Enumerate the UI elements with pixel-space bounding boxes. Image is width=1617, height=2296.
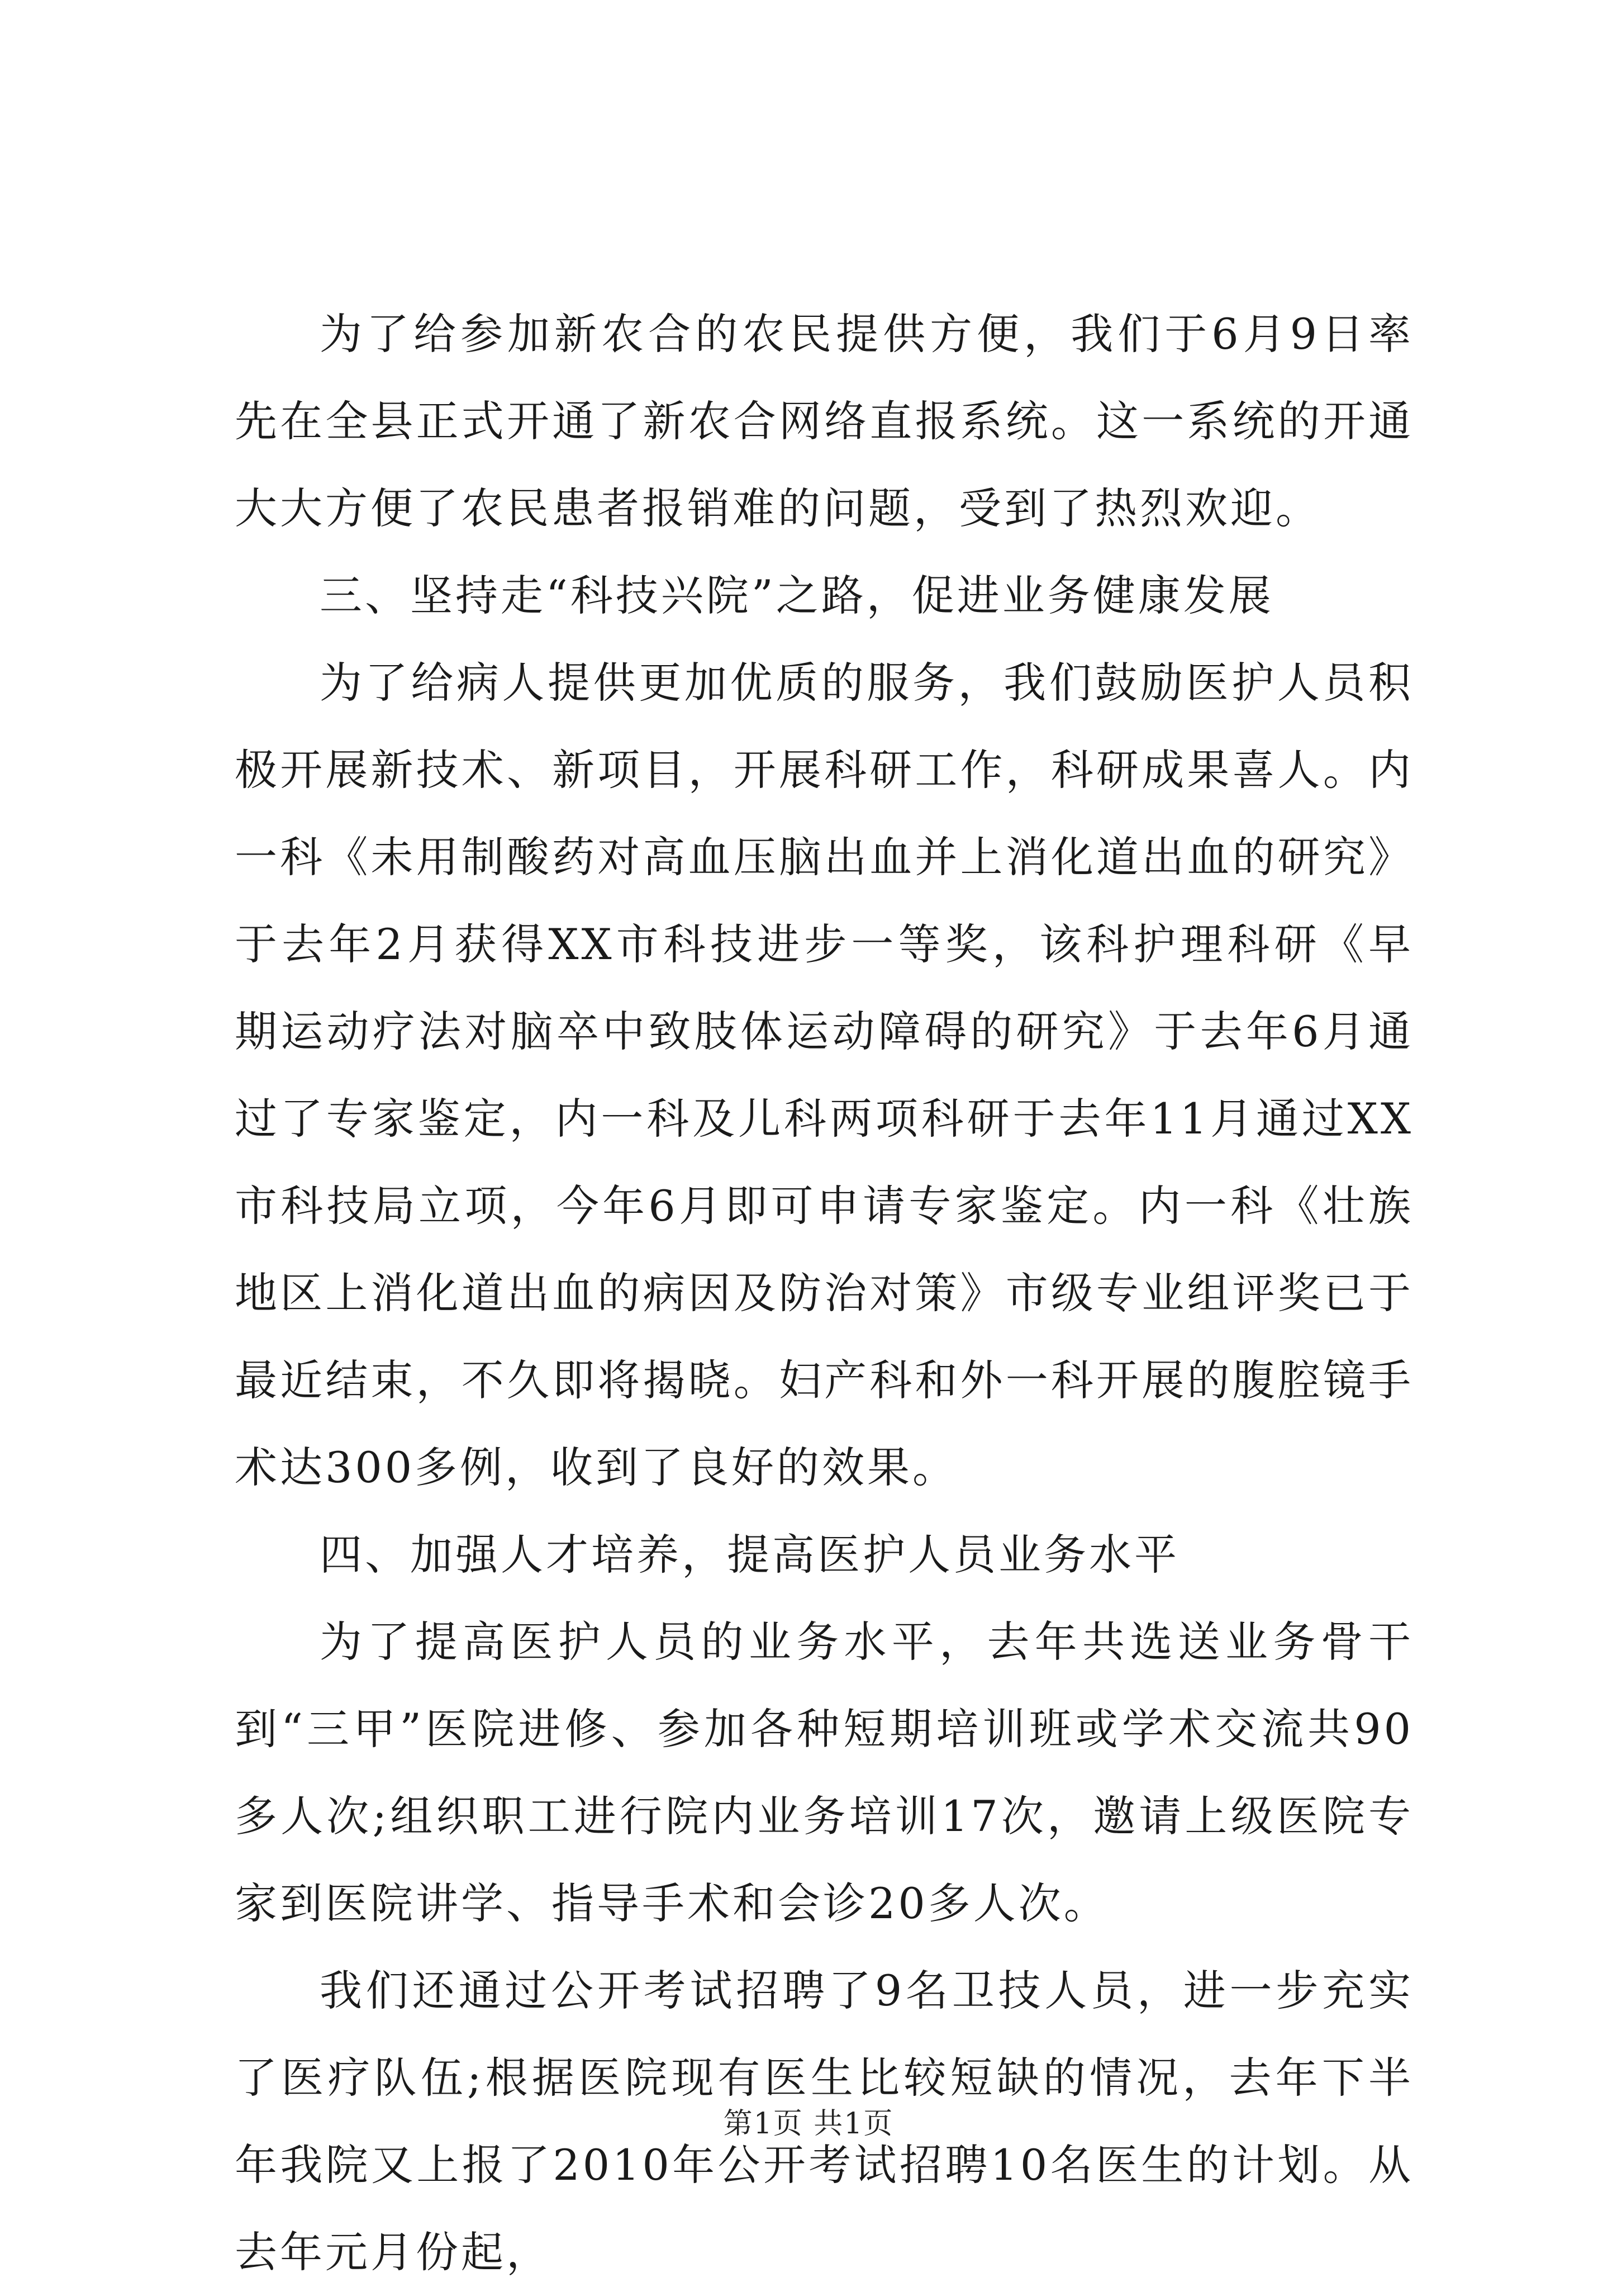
paragraph-network-reporting: 为了给参加新农合的农民提供方便，我们于6月9日率先在全县正式开通了新农合网络直报系统。这一系统的开通大大方便了农民患者报销难的问题，受到了热烈欢迎。 [235,309,1414,533]
paragraph-recruitment: 我们还通过公开考试招聘了9名卫技人员，进一步充实了医疗队伍;根据医院现有医生比较短缺的情况，去年下半年我院又上报了2010年公开考试招聘10名医生的计划。从去年元月份起， [235,1966,1414,2277]
section-heading-3: 三、坚持走“科技兴院”之路，促进业务健康发展 [320,571,1274,620]
page-number-footer: 第1页 共1页 [723,2107,894,2141]
paragraph-research: 为了给病人提供更加优质的服务，我们鼓励医护人员积极开展新技术、新项目，开展科研工作，科研成果喜人。内一科《未用制酸药对高血压脑出血并上消化道出血的研究》于去年2月获得XX市科技进步一等奖，该科护理科研《早期运动疗法对脑卒中致肢体运动障碍的研究》于去年6月通过了专家鉴定，内一科及儿科两项科研于去年11月通过XX市科技局立项，今年6月即可申请专家鉴定。内一科《壮族地区上消化道出血的病因及防治对策》市级专业组评奖已于最近结束，不久即将揭晓。妇产科和外一科开展的腹腔镜手术达300多例，收到了良好的效果。 [235,658,1414,1492]
section-heading-4: 四、加强人才培养，提高医护人员业务水平 [320,1530,1180,1579]
paragraph-training: 为了提高医护人员的业务水平，去年共选送业务骨干到“三甲”医院进修、参加各种短期培训班或学术交流共90多人次;组织职工进行院内业务培训17次，邀请上级医院专家到医院讲学、指导手术和会诊20多人次。 [235,1617,1414,1928]
document-body [235,291,1414,2296]
